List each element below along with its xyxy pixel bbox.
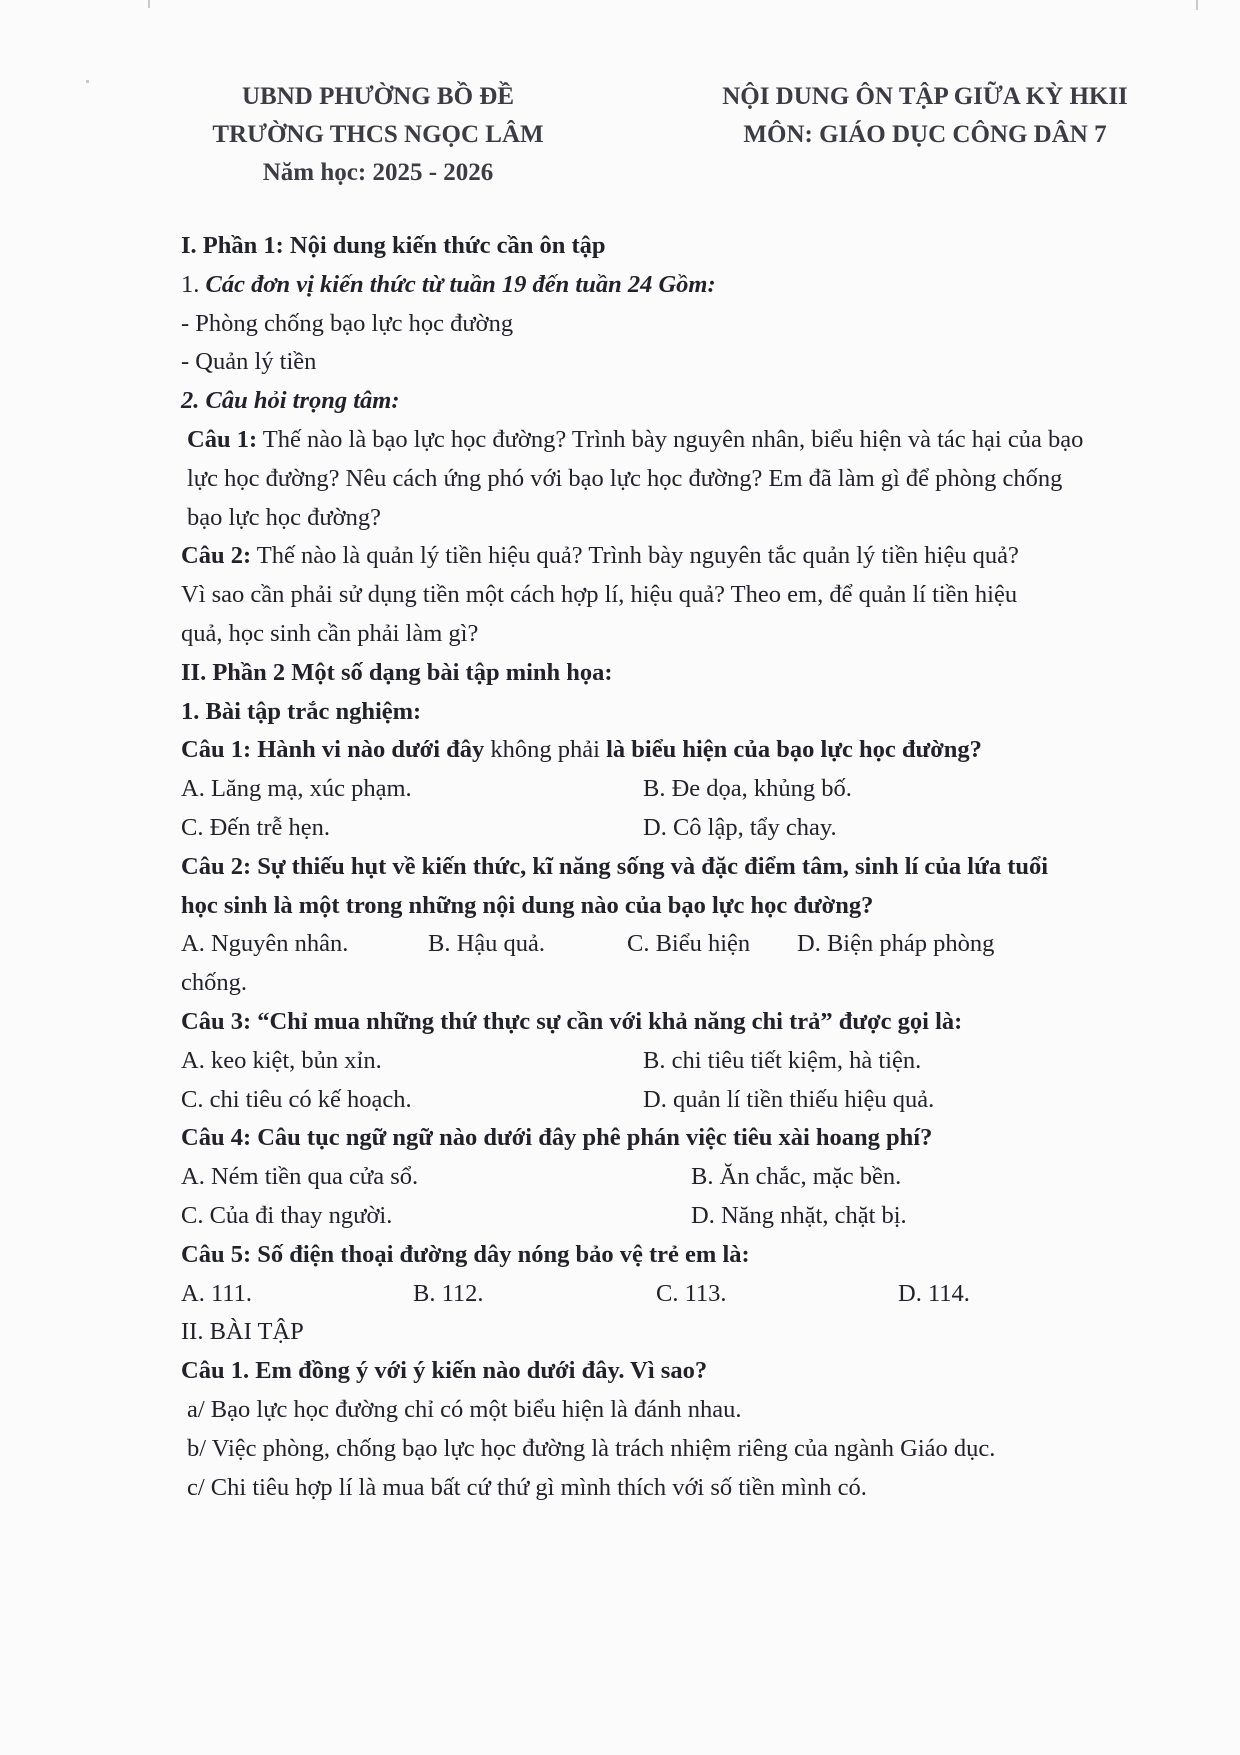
option-d: D. Biện pháp phòng (797, 930, 995, 958)
school-year: Năm học: 2025 - 2026 (262, 159, 494, 186)
option-c: C. chi tiêu có kế hoạch. (181, 1085, 412, 1113)
option-d: D. quản lí tiền thiếu hiệu quả. (643, 1085, 935, 1113)
unit-item: - Phòng chống bạo lực học đường (181, 309, 514, 337)
scan-speck (1196, 0, 1198, 10)
key-question-2-continued: Vì sao cần phải sử dụng tiền một cách hợp lí, hiệu quả? Theo em, để quản lí tiền hiệu quả, học sinh cần phải làm gì? (181, 581, 1018, 647)
units-heading (181, 266, 1101, 305)
subject-title: MÔN: GIÁO DỤC CÔNG DÂN 7 (743, 121, 1107, 148)
mc-question-4: Câu 4: Câu tục ngữ ngữ nào dưới đây phê phán việc tiêu xài hoang phí? (181, 1124, 933, 1152)
question-text: Thế nào là quản lý tiền hiệu quả? Trình bày nguyên tắc quản lý tiền hiệu quả? (251, 542, 1019, 570)
option-d: D. Năng nhặt, chặt bị. (691, 1201, 907, 1229)
question-label: Câu 1: (187, 425, 258, 453)
key-question-1 (181, 421, 1101, 537)
document-body (181, 227, 1101, 1507)
mc-question-3: Câu 3: “Chỉ mua những thứ thực sự cần với khả năng chi trả” được gọi là: (181, 1007, 963, 1035)
option-a: A. keo kiệt, bủn xỉn. (181, 1046, 382, 1074)
options-row (181, 809, 1101, 848)
options-row (181, 1197, 1101, 1236)
option-a: A. Ném tiền qua cửa sổ. (181, 1163, 419, 1191)
option-c: C. 113. (656, 1279, 727, 1307)
school-name: TRƯỜNG THCS NGỌC LÂM (212, 121, 544, 148)
option-a: A. Lăng mạ, xúc phạm. (181, 775, 412, 803)
units-heading-text: Các đơn vị kiến thức từ tuần 19 đến tuần 24 Gồm: (205, 270, 716, 298)
options-row (181, 1081, 1101, 1120)
options-row (181, 1042, 1101, 1081)
question-label: Câu 2: (181, 542, 252, 570)
option-b: B. 112. (413, 1279, 484, 1307)
part1-title: I. Phần 1: Nội dung kiến thức cần ôn tập (181, 232, 606, 259)
option-d: D. 114. (898, 1279, 970, 1307)
option-b: B. Ăn chắc, mặc bền. (691, 1163, 902, 1191)
options-row (181, 770, 1101, 809)
option-b: B. Đe dọa, khủng bố. (643, 775, 852, 803)
exercise-question: Câu 1. Em đồng ý với ý kiến nào dưới đây. Vì sao? (181, 1357, 708, 1385)
part2-title: II. Phần 2 Một số dạng bài tập minh họa: (181, 658, 613, 686)
option-c: C. Đến trễ hẹn. (181, 813, 330, 841)
option-d-continued: chống. (181, 969, 247, 997)
header-right (690, 78, 1160, 154)
exercise-item: b/ Việc phòng, chống bạo lực học đường là trách nhiệm riêng của ngành Giáo dục. (187, 1434, 996, 1462)
key-questions-heading: 2. Câu hỏi trọng tâm: (181, 387, 400, 415)
question-text: là biểu hiện của bạo lực học đường? (606, 736, 982, 764)
option-b: B. chi tiêu tiết kiệm, hà tiện. (643, 1046, 922, 1074)
district-name: UBND PHƯỜNG BỒ ĐỀ (242, 83, 514, 110)
units-heading-number: 1. (181, 270, 206, 298)
option-a: A. Nguyên nhân. (181, 930, 349, 958)
mc-question-1 (181, 731, 1101, 770)
exercise-heading: II. BÀI TẬP (181, 1318, 304, 1346)
mc-heading: 1. Bài tập trắc nghiệm: (181, 697, 422, 725)
options-row (181, 1158, 1101, 1197)
options-row (181, 1275, 1101, 1314)
document-title: NỘI DUNG ÔN TẬP GIỮA KỲ HKII (722, 83, 1128, 110)
question-emphasis: không phải (484, 736, 607, 764)
option-b: B. Hậu quả. (428, 930, 546, 958)
option-d: D. Cô lập, tẩy chay. (643, 813, 837, 841)
scan-speck (86, 80, 89, 83)
mc-question-5: Câu 5: Số điện thoại đường dây nóng bảo vệ trẻ em là: (181, 1240, 750, 1268)
header-left (178, 78, 578, 192)
exercise-item: a/ Bạo lực học đường chỉ có một biểu hiện là đánh nhau. (187, 1395, 742, 1423)
option-a: A. 111. (181, 1279, 252, 1307)
option-c: C. Biểu hiện (627, 930, 751, 958)
question-text: Thế nào là bạo lực học đường? Trình bày nguyên nhân, biểu hiện và tác hại của bạo lực học đường? Nêu cách ứng phó với bạo lực học đường? Em đã làm gì để phòng chống bạo lực học đường? (187, 425, 1084, 531)
key-question-2 (181, 537, 1061, 576)
scan-speck (148, 0, 150, 8)
unit-item: - Quản lý tiền (181, 348, 317, 376)
exercise-item: c/ Chi tiêu hợp lí là mua bất cứ thứ gì mình thích với số tiền mình có. (187, 1473, 867, 1501)
option-c: C. Của đi thay người. (181, 1201, 393, 1229)
question-text: Câu 1: Hành vi nào dưới đây (181, 736, 485, 764)
mc-question-2: Câu 2: Sự thiếu hụt về kiến thức, kĩ năng sống và đặc điểm tâm, sinh lí của lứa tuổi học sinh là một trong những nội dung nào của bạo lực học đường? (181, 852, 1049, 919)
options-row (181, 925, 1101, 964)
